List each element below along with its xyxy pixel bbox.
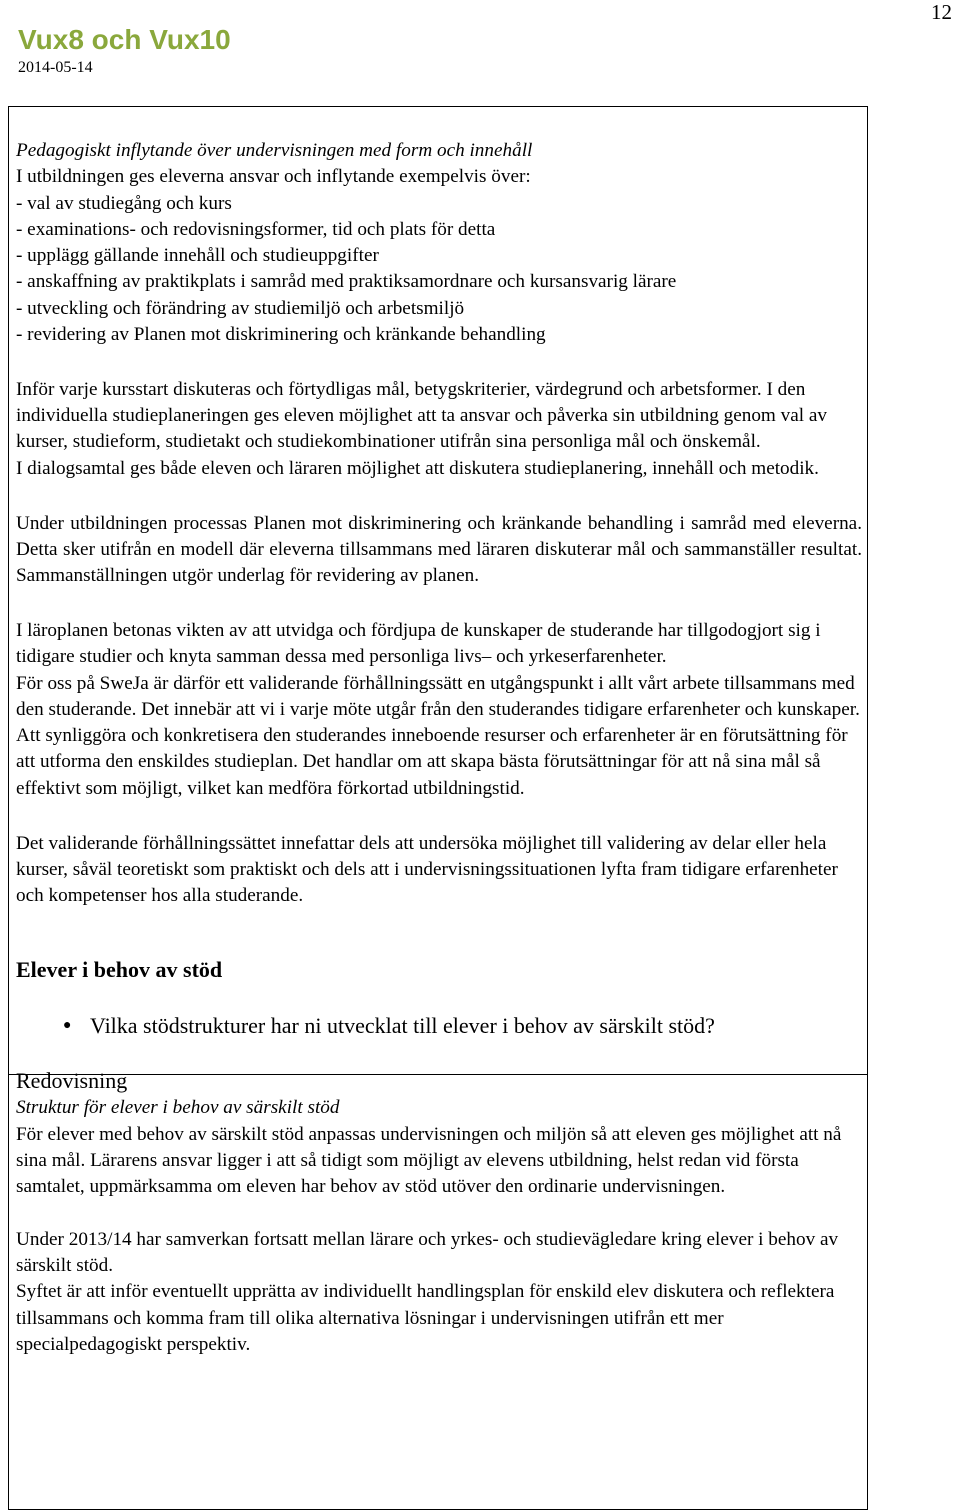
paragraph: Under utbildningen processas Planen mot diskriminering och kränkande behandling i samråd med eleverna. Detta sker utifrån en modell där eleverna tillsammans med läraren diskuterar mål och sammanställer resultat. Sammanställningen utgör underlag för revidering av planen. <box>16 512 862 587</box>
paragraph: Under 2013/14 har samverkan fortsatt mellan lärare och yrkes- och studievägledare kring elever i behov av särskilt stöd. <box>16 1228 839 1276</box>
section-heading: Elever i behov av stöd <box>16 957 223 983</box>
paragraph: I dialogsamtal ges både eleven och läraren möjlighet att diskutera studieplanering, innehåll och metodik. <box>16 457 819 479</box>
section-italic-heading: Struktur för elever i behov av särskilt stöd <box>16 1097 340 1119</box>
document-body <box>16 138 862 1358</box>
question-text: Vilka stödstrukturer har ni utvecklat till elever i behov av särskilt stöd? <box>90 1013 715 1039</box>
document-date: 2014-05-14 <box>18 59 93 76</box>
page-number: 12 <box>931 0 952 24</box>
list-item: - revidering av Planen mot diskriminering och kränkande behandling <box>16 324 546 346</box>
list-item: - upplägg gällande innehåll och studieuppgifter <box>16 245 379 267</box>
paragraph: För oss på SweJa är därför ett validerande förhållningssätt en utgångspunkt i allt vårt arbete tillsammans med den studerande. Det innebär att vi i varje möte utgår från den studerandes tidigare erfarenheter och kunskaper. Att synliggöra och konkretisera den studerandes inneboende resurser och erfarenheter är en förutsättning för att utforma den enskildes studieplan. Det handlar om att skapa bästa förutsättningar för att nå sina mål så effektivt som möjligt, vilket kan medföra förkortad utbildningstid. <box>16 672 860 799</box>
paragraph: I läroplanen betonas vikten av att utvidga och fördjupa de kunskaper de studerande har tillgodogjort sig i tidigare studier och knyta samman dessa med personliga livs– och yrkeserfarenheter. <box>16 619 821 668</box>
section-italic-heading: Pedagogiskt inflytande över undervisningen med form och innehåll <box>16 140 533 161</box>
bullet-icon: ● <box>63 1018 72 1034</box>
list-item: - anskaffning av praktikplats i samråd med praktiksamordnare och kursansvarig lärare <box>16 271 677 293</box>
bullet-question <box>16 1013 862 1039</box>
list-item: - examinations- och redovisningsformer, tid och plats för detta <box>16 218 496 240</box>
paragraph: Inför varje kursstart diskuteras och förtydligas mål, betygskriterier, värdegrund och arbetsformer. I den individuella studieplaneringen ges eleven möjlighet att ta ansvar och påverka sin utbildning genom val av kurser, studieform, studietakt och studiekombinationer utifrån sina personliga mål och önskemål. <box>16 378 827 453</box>
intro-text: I utbildningen ges eleverna ansvar och inflytande exempelvis över: <box>16 166 531 188</box>
document-header <box>18 24 231 78</box>
list-item: - utveckling och förändring av studiemiljö och arbetsmiljö <box>16 297 465 319</box>
paragraph: För elever med behov av särskilt stöd anpassas undervisningen och miljön så att eleven ges möjlighet att nå sina mål. Lärarens ansvar ligger i att så tidigt som möjligt av elevens utbildning, helst redan vid första samtalet, uppmärksamma om eleven har behov av stöd utöver den ordinarie undervisningen. <box>16 1123 842 1198</box>
paragraph: Det validerande förhållningssättet innefattar dels att undersöka möjlighet till validering av delar eller hela kurser, såväl teoretiskt som praktiskt och dels att i undervisningssituationen lyfta fram tidigare erfarenheter och kompetenser hos alla studerande. <box>16 832 838 907</box>
document-title: Vux8 och Vux10 <box>18 24 231 55</box>
list-item: - val av studiegång och kurs <box>16 192 232 214</box>
paragraph: Syftet är att inför eventuellt upprätta av individuellt handlingsplan för enskild elev diskutera och reflektera tillsammans och komma fram till olika alternativa lösningar i undervisningen utifrån ett mer specialpedagogiskt perspektiv. <box>16 1281 835 1355</box>
redovisning-heading: Redovisning <box>16 1068 128 1094</box>
